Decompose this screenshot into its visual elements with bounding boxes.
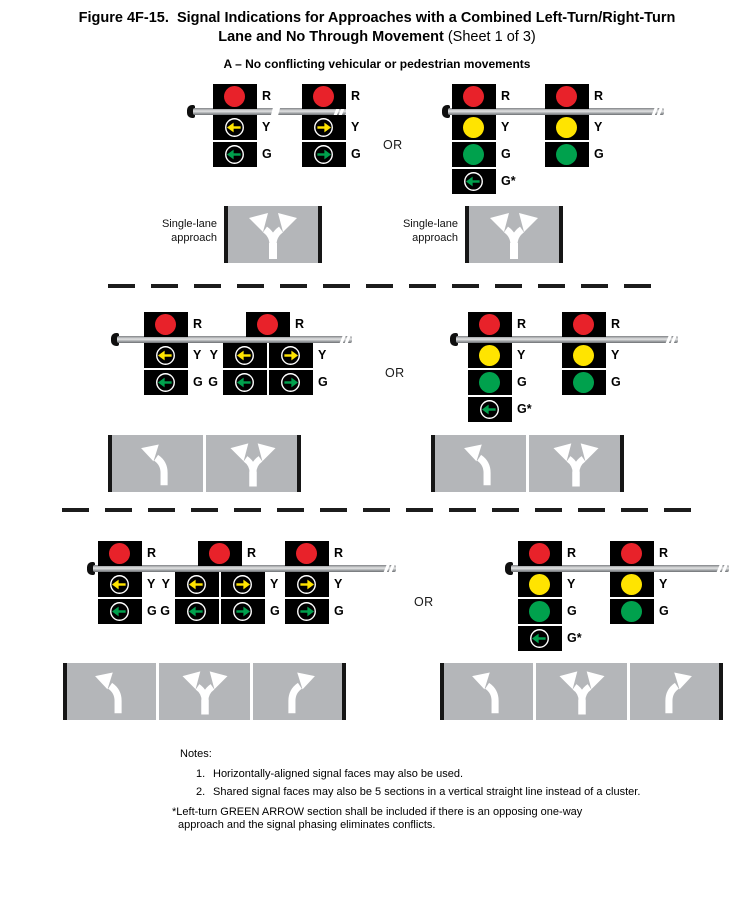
red-ball-icon <box>479 314 500 335</box>
green-left-arrow-icon <box>479 399 500 420</box>
pavement-panel <box>65 663 344 720</box>
red-ball-icon <box>224 86 245 107</box>
signal-section-label: R <box>517 317 527 331</box>
notes-heading: Notes: <box>180 748 212 760</box>
pavement-lane-right <box>253 663 344 720</box>
single-lane-label-line1: Single-lane <box>402 218 458 230</box>
signal-section-red-ball <box>198 541 257 566</box>
lane-edge-line-right <box>559 206 563 263</box>
lane-edge-line-right <box>318 206 322 263</box>
mast-arm <box>93 565 396 572</box>
signal-section-green-ball <box>452 142 511 167</box>
signal-section-label: G <box>501 147 511 161</box>
yellow-right-arrow-icon <box>296 574 317 595</box>
pavement-panel <box>442 663 721 720</box>
signal-section-yellow-ball <box>468 343 526 368</box>
lane-edge-line-left <box>63 663 67 720</box>
green-ball-icon <box>621 601 642 622</box>
left-right-combined-arrow-icon <box>223 441 283 487</box>
pavement-panel <box>433 435 622 492</box>
signal-section-yellow-right-arrow <box>285 572 343 597</box>
or-label: OR <box>385 366 405 380</box>
signal-section-yellow-left-arrow <box>213 115 271 140</box>
lane-edge-line-right <box>620 435 624 492</box>
pavement-lane-left-right <box>206 435 299 492</box>
signal-section-label: R <box>659 546 669 560</box>
signal-section-label: R <box>351 89 361 103</box>
right-turn-arrow-icon <box>653 669 699 715</box>
signal-section-red-ball <box>452 84 511 109</box>
lane-edge-line-left <box>440 663 444 720</box>
signal-section-red-ball <box>468 312 527 337</box>
signal-section-green-ball <box>610 599 669 624</box>
red-ball-icon <box>463 86 484 107</box>
yellow-ball-icon <box>621 574 642 595</box>
signal-section-yellow-left-arrow <box>98 572 156 597</box>
yellow-left-arrow-icon <box>234 345 255 366</box>
green-ball-icon <box>573 372 594 393</box>
footnote-line2: approach and the signal phasing eliminates conflicts. <box>178 819 436 831</box>
pavement-panel <box>226 206 320 263</box>
pavement-lane-left <box>442 663 533 720</box>
signal-section-label: G <box>318 375 328 389</box>
pavement-lane-left <box>110 435 203 492</box>
green-right-arrow-icon <box>280 372 301 393</box>
lane-edge-line-right <box>342 663 346 720</box>
mast-arm <box>448 108 664 115</box>
signal-section-red-ball <box>246 312 305 337</box>
signal-section-label: G <box>517 375 527 389</box>
red-ball-icon <box>556 86 577 107</box>
signal-section-label: R <box>594 89 604 103</box>
signal-section-label: G* <box>517 402 532 416</box>
yellow-ball-icon <box>529 574 550 595</box>
signal-section-label: Y <box>659 577 668 591</box>
pavement-lane-left-right <box>159 663 250 720</box>
left-right-combined-arrow-icon <box>241 210 305 260</box>
red-ball-icon <box>296 543 317 564</box>
signal-section-red-ball <box>98 541 157 566</box>
yellow-right-arrow-icon <box>313 117 334 138</box>
signal-section-label: Y <box>611 348 620 362</box>
pavement-lane-left <box>65 663 156 720</box>
signal-section-red-ball <box>545 84 604 109</box>
or-label: OR <box>414 595 434 609</box>
signal-section-yellow-right-arrow <box>302 115 360 140</box>
red-ball-icon <box>155 314 176 335</box>
footnote-line1: *Left-turn GREEN ARROW section shall be included if there is an opposing one-way <box>172 806 583 818</box>
signal-section-red-ball <box>562 312 621 337</box>
pavement-lane-left-right <box>226 206 320 263</box>
lane-edge-line-left <box>108 435 112 492</box>
or-label: OR <box>383 138 403 152</box>
left-right-combined-arrow-icon <box>175 669 235 715</box>
yellow-ball-icon <box>463 117 484 138</box>
single-lane-label-line2: approach <box>412 232 458 244</box>
signal-section-label: Y <box>594 120 603 134</box>
signal-section-green-right-arrow <box>302 142 361 167</box>
signal-section-green-left-arrow <box>98 599 157 624</box>
yellow-ball-icon <box>556 117 577 138</box>
figure-title-line2-sheet: (Sheet 1 of 3) <box>443 29 536 45</box>
mast-arm <box>117 336 352 343</box>
signal-section-green-ball <box>545 142 604 167</box>
red-ball-icon <box>573 314 594 335</box>
signal-section-yellow-ball <box>610 572 668 597</box>
yellow-right-arrow-icon <box>232 574 253 595</box>
signal-section-yellow-left-arrow <box>161 572 219 597</box>
green-ball-icon <box>463 144 484 165</box>
yellow-ball-icon <box>573 345 594 366</box>
signal-section-yellow-left-arrow <box>209 343 267 368</box>
yellow-left-arrow-icon <box>186 574 207 595</box>
pavement-panel <box>110 435 299 492</box>
signal-section-label: Y <box>193 348 202 362</box>
row-divider-dashed-line <box>62 508 706 512</box>
mast-arm <box>511 565 729 572</box>
green-left-arrow-icon <box>463 171 484 192</box>
signal-section-label: G <box>262 147 272 161</box>
signal-section-red-ball <box>213 84 272 109</box>
lane-edge-line-right <box>297 435 301 492</box>
signal-section-red-ball <box>302 84 361 109</box>
row-divider-dashed-line <box>108 284 664 288</box>
single-lane-approach-label <box>127 217 217 245</box>
green-ball-icon <box>529 601 550 622</box>
signal-section-green-left-arrow <box>468 397 532 422</box>
signal-section-label: Y <box>334 577 343 591</box>
signal-section-green-right-arrow <box>285 599 344 624</box>
green-right-arrow-icon <box>296 601 317 622</box>
signal-section-label: R <box>501 89 511 103</box>
left-turn-arrow-icon <box>457 441 503 487</box>
signal-section-green-left-arrow <box>213 142 272 167</box>
signal-section-label: Y <box>262 120 271 134</box>
single-lane-label-line1: Single-lane <box>161 218 217 230</box>
green-left-arrow-icon <box>234 372 255 393</box>
green-left-arrow-icon <box>109 601 130 622</box>
figure-title-line1: Figure 4F-15. Signal Indications for Approaches with a Combined Left-Turn/Right-Turn <box>78 10 676 26</box>
signal-section-label: Y <box>501 120 510 134</box>
signal-section-yellow-ball <box>545 115 603 140</box>
signal-section-label: Y <box>147 577 156 591</box>
pavement-lane-right <box>630 663 721 720</box>
green-ball-icon <box>479 372 500 393</box>
signal-section-label: R <box>147 546 157 560</box>
yellow-left-arrow-icon <box>224 117 245 138</box>
yellow-right-arrow-icon <box>280 345 301 366</box>
lane-edge-line-left <box>465 206 469 263</box>
left-right-combined-arrow-icon <box>482 210 546 260</box>
signal-section-label: R <box>567 546 577 560</box>
signal-section-green-right-arrow <box>269 370 328 395</box>
note-1-text: Horizontally-aligned signal faces may also be used. <box>213 768 464 780</box>
red-ball-icon <box>257 314 278 335</box>
left-right-combined-arrow-icon <box>546 441 606 487</box>
green-ball-icon <box>556 144 577 165</box>
signal-section-green-left-arrow <box>452 169 516 194</box>
signal-section-green-left-arrow <box>518 626 582 651</box>
section-a-heading: A – No conflicting vehicular or pedestrian movements <box>223 57 531 71</box>
signal-section-green-left-arrow <box>160 599 219 624</box>
pavement-lane-left-right <box>529 435 622 492</box>
signal-section-label: R <box>611 317 621 331</box>
single-lane-label-line2: approach <box>171 232 217 244</box>
signal-section-yellow-right-arrow <box>269 343 327 368</box>
signal-section-yellow-ball <box>562 343 620 368</box>
signal-section-label: R <box>247 546 257 560</box>
signal-section-label: G <box>270 604 280 618</box>
signal-section-label: G <box>659 604 669 618</box>
signal-section-label: G <box>334 604 344 618</box>
green-right-arrow-icon <box>232 601 253 622</box>
left-turn-arrow-icon <box>465 669 511 715</box>
signal-section-label: G* <box>567 631 582 645</box>
signal-section-green-ball <box>468 370 527 395</box>
mast-arm <box>456 336 678 343</box>
signal-section-label: Y <box>161 577 170 591</box>
yellow-ball-icon <box>479 345 500 366</box>
signal-section-label: R <box>295 317 305 331</box>
signal-section-label: G <box>208 375 218 389</box>
green-left-arrow-icon <box>155 372 176 393</box>
signal-section-red-ball <box>144 312 203 337</box>
note-1-number: 1. <box>196 768 206 780</box>
lane-edge-line-right <box>719 663 723 720</box>
signal-section-label: G <box>147 604 157 618</box>
signal-section-label: Y <box>270 577 279 591</box>
signal-section-green-left-arrow <box>144 370 203 395</box>
pavement-lane-left-right <box>467 206 561 263</box>
signal-section-label: G <box>594 147 604 161</box>
right-turn-arrow-icon <box>276 669 322 715</box>
green-left-arrow-icon <box>529 628 550 649</box>
note-2-number: 2. <box>196 786 206 798</box>
left-turn-arrow-icon <box>134 441 180 487</box>
signal-section-label: G <box>611 375 621 389</box>
signal-section-yellow-right-arrow <box>221 572 279 597</box>
signal-section-yellow-left-arrow <box>144 343 202 368</box>
note-item-1 <box>196 768 463 780</box>
signal-section-green-ball <box>518 599 577 624</box>
yellow-left-arrow-icon <box>109 574 130 595</box>
red-ball-icon <box>313 86 334 107</box>
signal-section-label: Y <box>318 348 327 362</box>
red-ball-icon <box>209 543 230 564</box>
pavement-lane-left-right <box>536 663 627 720</box>
green-left-arrow-icon <box>186 601 207 622</box>
signal-section-label: Y <box>567 577 576 591</box>
left-turn-arrow-icon <box>88 669 134 715</box>
left-right-combined-arrow-icon <box>552 669 612 715</box>
signal-section-label: Y <box>209 348 218 362</box>
red-ball-icon <box>621 543 642 564</box>
lane-edge-line-left <box>224 206 228 263</box>
yellow-left-arrow-icon <box>155 345 176 366</box>
green-right-arrow-icon <box>313 144 334 165</box>
signal-section-label: R <box>193 317 203 331</box>
mast-arm <box>193 108 346 115</box>
red-ball-icon <box>109 543 130 564</box>
signal-section-label: Y <box>351 120 360 134</box>
signal-section-green-ball <box>562 370 621 395</box>
signal-section-label: G <box>193 375 203 389</box>
signal-section-label: R <box>262 89 272 103</box>
signal-section-green-right-arrow <box>221 599 280 624</box>
lane-edge-line-left <box>431 435 435 492</box>
signal-section-red-ball <box>285 541 344 566</box>
signal-section-label: G <box>160 604 170 618</box>
note-2-text: Shared signal faces may also be 5 sections in a vertical straight line instead of a cluster. <box>213 786 641 798</box>
green-left-arrow-icon <box>224 144 245 165</box>
signal-section-label: G* <box>501 174 516 188</box>
red-ball-icon <box>529 543 550 564</box>
signal-section-label: G <box>567 604 577 618</box>
note-item-2 <box>196 786 640 798</box>
signal-section-yellow-ball <box>452 115 510 140</box>
signal-section-label: R <box>334 546 344 560</box>
pavement-lane-left <box>433 435 526 492</box>
figure-title-line2-bold: Lane and No Through Movement <box>218 29 444 45</box>
signal-section-red-ball <box>610 541 669 566</box>
signal-section-green-left-arrow <box>208 370 267 395</box>
signal-section-yellow-ball <box>518 572 576 597</box>
signal-section-red-ball <box>518 541 577 566</box>
signal-section-label: G <box>351 147 361 161</box>
single-lane-approach-label <box>368 217 458 245</box>
pavement-panel <box>467 206 561 263</box>
signal-section-label: Y <box>517 348 526 362</box>
